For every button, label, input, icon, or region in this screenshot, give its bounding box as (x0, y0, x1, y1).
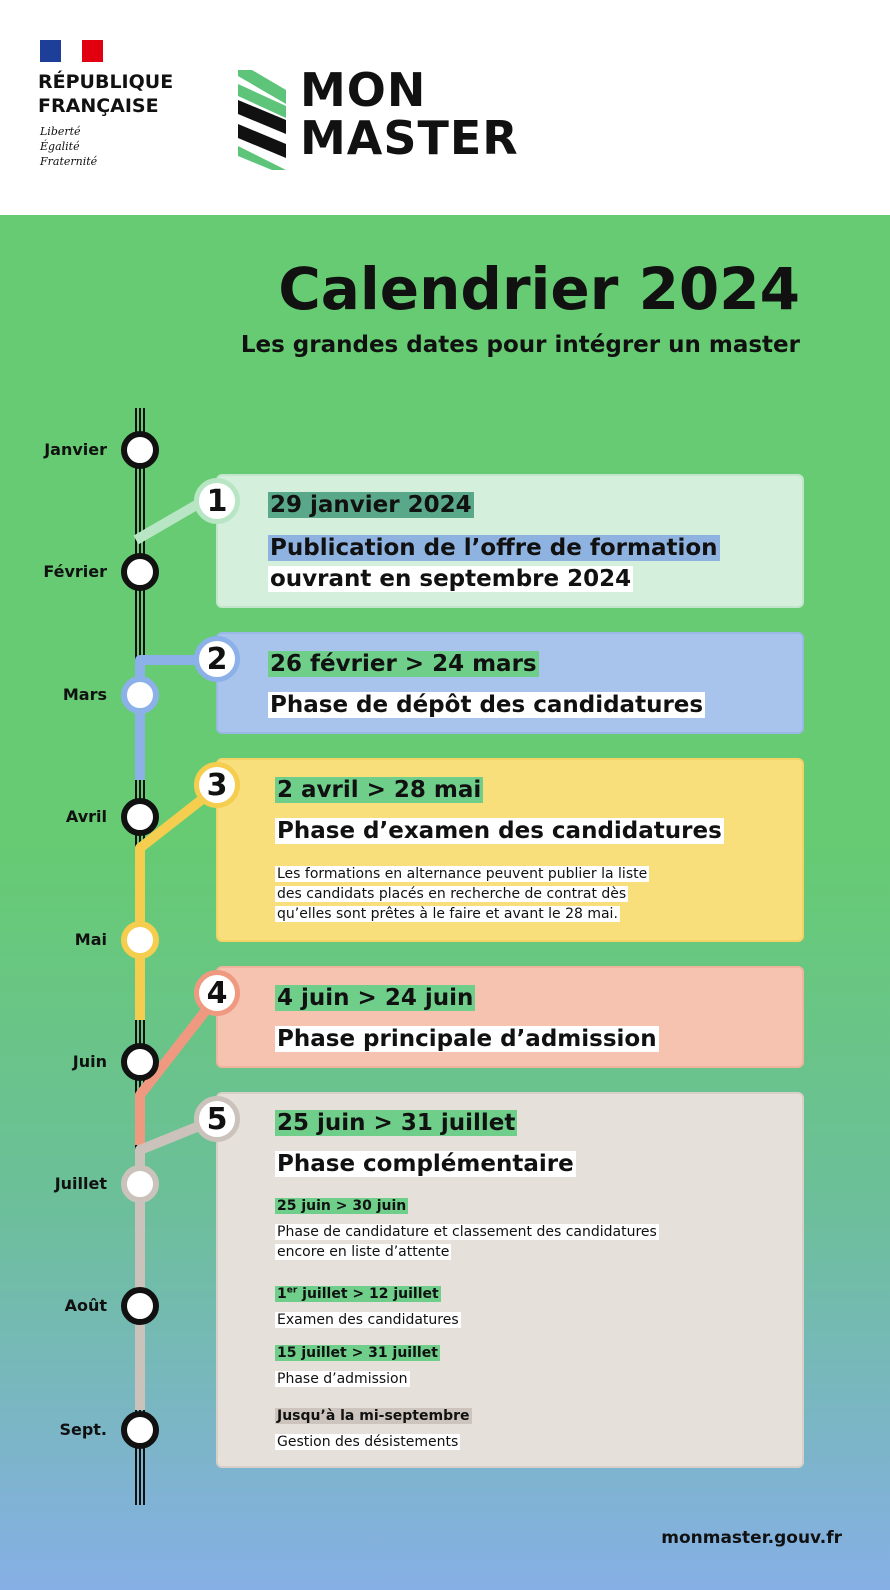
website-link[interactable]: monmaster.gouv.fr (661, 1528, 842, 1548)
step-1-title (268, 533, 720, 595)
motto-liberte: Liberté (40, 125, 81, 138)
motto-egalite: Égalité (40, 140, 80, 153)
step-3-note-line-3: qu’elles sont prêtes à le faire et avant le 28 mai. (277, 906, 618, 922)
step-5-title-text: Phase complémentaire (277, 1151, 574, 1177)
month-label: Juin (72, 1052, 107, 1071)
substep-text-line-2: encore en liste d’attente (277, 1244, 450, 1260)
substep-text-line-1: Phase d’admission (277, 1371, 408, 1387)
step-number-4: 4 (194, 970, 240, 1016)
step-2-title-text: Phase de dépôt des candidatures (270, 692, 704, 718)
step-4-title (275, 1024, 659, 1055)
step-3-note-line-2: des candidats placés en recherche de contrat dès (277, 886, 627, 902)
station-mars (124, 679, 156, 711)
brand-line-2: MASTER (300, 111, 519, 165)
step-3-date-text: 2 avril > 28 mai (277, 777, 482, 803)
step-5-substep-1 (275, 1196, 659, 1262)
month-label: Mars (62, 685, 107, 704)
station-janvier (124, 434, 156, 466)
step-1-date (268, 490, 474, 520)
station-aout (124, 1290, 156, 1322)
step-2-date-text: 26 février > 24 mars (270, 651, 537, 677)
step-4-date (275, 983, 475, 1013)
substep-text-line-1: Phase de candidature et classement des candidatures (277, 1224, 657, 1240)
connector-step-5 (140, 1120, 214, 1410)
step-3-date (275, 775, 483, 805)
step-3-note (275, 864, 649, 924)
step-number-5: 5 (194, 1096, 240, 1142)
station-juin (124, 1046, 156, 1078)
motto-fraternite: Fraternité (40, 155, 98, 168)
step-4-date-text: 4 juin > 24 juin (277, 985, 474, 1011)
substep-date-sup: er (286, 1285, 298, 1295)
month-label: Avril (65, 807, 107, 826)
step-number-1: 1 (194, 478, 240, 524)
step-5-date-text: 25 juin > 31 juillet (277, 1110, 516, 1136)
republic-line-1: RÉPUBLIQUE (38, 71, 174, 93)
substep-date (275, 1286, 441, 1302)
step-5-title (275, 1149, 576, 1180)
month-label: Février (43, 562, 107, 581)
step-3-title-text: Phase d’examen des candidatures (277, 818, 722, 844)
month-label: Août (64, 1296, 107, 1315)
month-label: Juillet (54, 1174, 107, 1193)
substep-date: Jusqu’à la mi-septembre (277, 1408, 470, 1424)
step-5-substep-3 (275, 1343, 440, 1389)
step-number-2: 2 (194, 636, 240, 682)
substep-date: 15 juillet > 31 juillet (277, 1345, 438, 1361)
month-label: Mai (74, 930, 107, 949)
station-mai (124, 924, 156, 956)
connector-step-2 (140, 660, 210, 780)
station-juillet (124, 1168, 156, 1200)
month-label: Janvier (44, 440, 107, 459)
station-sept (124, 1414, 156, 1446)
step-number-3: 3 (194, 762, 240, 808)
step-5-substep-4 (275, 1406, 472, 1452)
substep-text-line-1: Gestion des désistements (277, 1434, 459, 1450)
step-5-substep-2 (275, 1280, 461, 1330)
step-1-title-line-2: ouvrant en septembre 2024 (270, 566, 632, 592)
substep-text-line-1: Examen des candidatures (277, 1311, 459, 1328)
step-3-title (275, 816, 724, 847)
page-title: Calendrier 2024 (278, 255, 800, 323)
step-1-date-text: 29 janvier 2024 (270, 492, 472, 518)
step-2-title (268, 690, 705, 721)
republic-line-2: FRANÇAISE (38, 95, 159, 117)
station-avril (124, 801, 156, 833)
brand-line-1: MON (300, 63, 427, 117)
step-3-note-line-1: Les formations en alternance peuvent publier la liste (277, 866, 648, 882)
step-5-date (275, 1108, 517, 1138)
step-2-date (268, 649, 539, 679)
substep-date-prefix: 1 (277, 1285, 287, 1302)
month-label: Sept. (59, 1420, 107, 1439)
page-subtitle: Les grandes dates pour intégrer un master (240, 332, 800, 358)
step-1-title-line-1: Publication de l’offre de formation (270, 535, 718, 561)
step-4-title-text: Phase principale d’admission (277, 1026, 657, 1052)
substep-date-suffix: juillet > 12 juillet (297, 1285, 439, 1302)
substep-date: 25 juin > 30 juin (277, 1198, 407, 1214)
station-fevrier (124, 556, 156, 588)
